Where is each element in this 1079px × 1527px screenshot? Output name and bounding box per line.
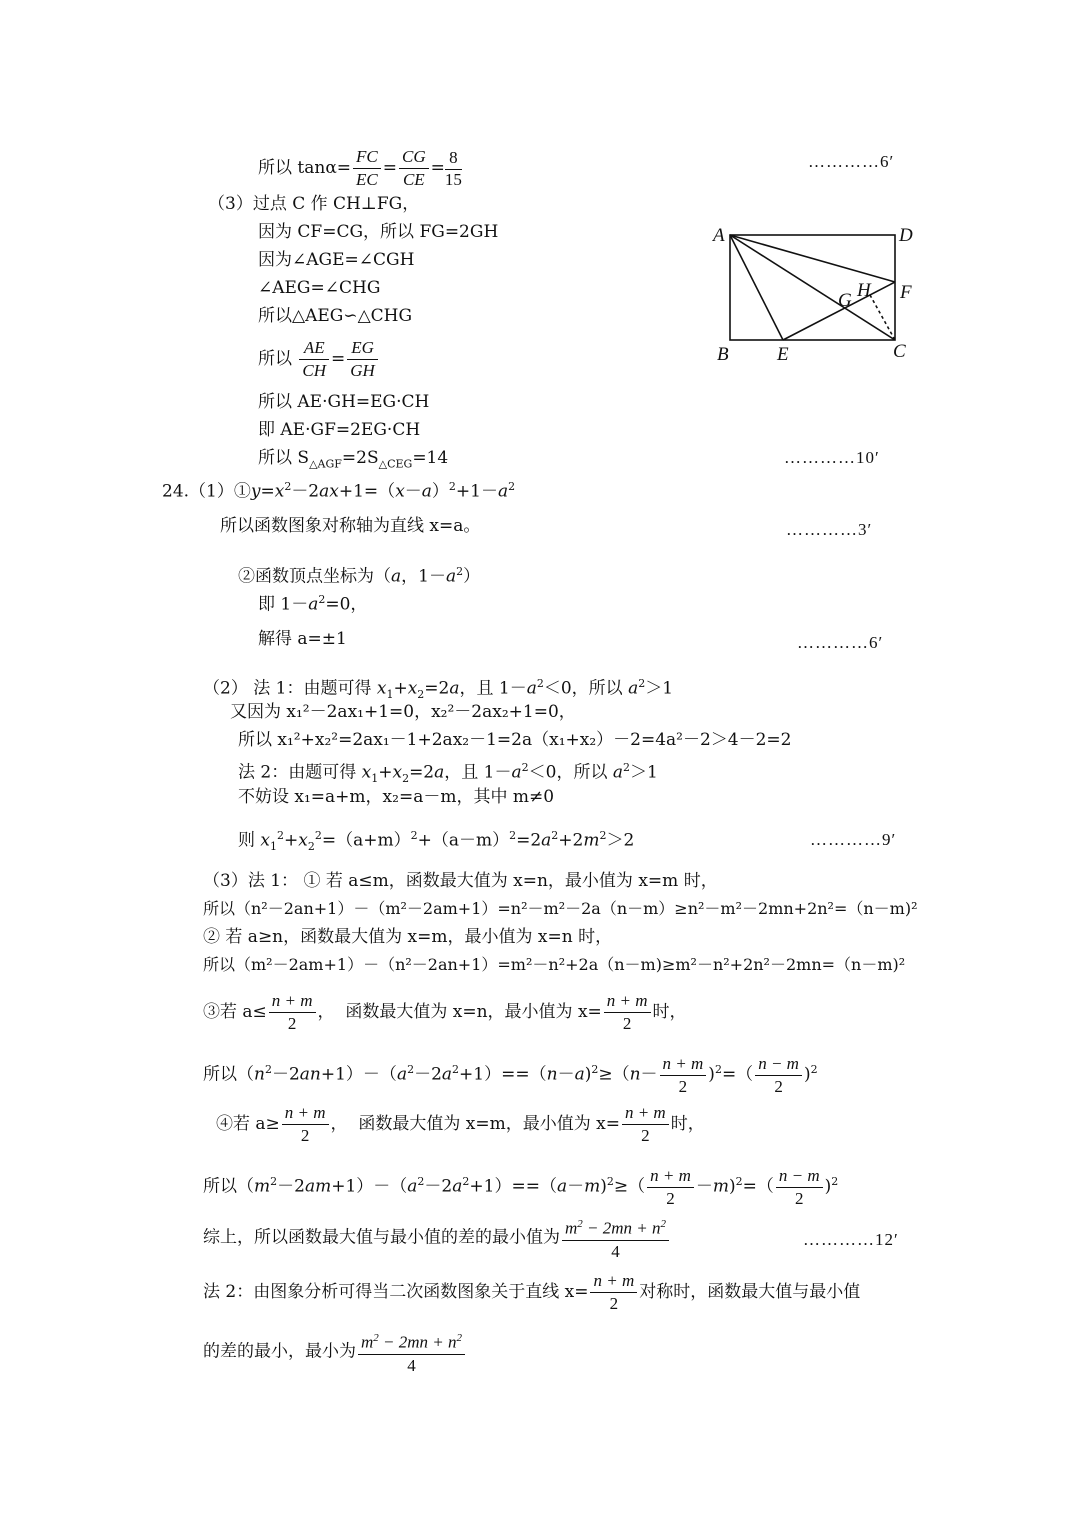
fraction: $\frac{n + m}{2}$ — [269, 991, 316, 1034]
text-line: ④若 a≥ $\frac{n + m}{2}$ ， 函数最大值为 x=m，最小值为 x= $\frac{n + m}{2}$ 时， — [216, 1103, 705, 1145]
line-text: 所以 tanα= — [258, 158, 352, 178]
score-mark: …………3′ — [786, 520, 873, 539]
text-line: 因为∠AGE=∠CGH — [258, 250, 415, 270]
text-line: 所以 tanα= $\frac{FC}{EC}$ = $\frac{CG}{CE}$ = $\frac{8}{15}$ — [258, 147, 462, 189]
text-line: （3）过点 C 作 CH⊥FG， — [208, 194, 420, 214]
text-line: 所以$(m^2-2am+1)-(a^2-2a^2+1)==(a-m)^2\ge$（ $\frac{n + m}{2}$ －m)$^2$=（ $\frac{n - m}{2}$ )$^2$ — [203, 1165, 839, 1208]
label-a: A — [713, 225, 725, 246]
fraction: $\frac{n + m}{2}$ — [647, 1166, 694, 1209]
score-mark: …………12′ — [803, 1230, 899, 1249]
label-e: E — [777, 344, 789, 365]
text-line: 不妨设 x₁=a+m，x₂=a－m，其中 m≠0 — [238, 787, 555, 807]
text-line: ∠AEG=∠CHG — [258, 278, 381, 298]
segment-ch — [870, 295, 895, 340]
text-line: 则 $x_1^2+x_2^2=(a+m)^2+(a-m)^2=2a^2+2m^2>2$ — [238, 829, 635, 854]
label-h: H — [857, 280, 871, 301]
text-line: 解得 a=±1 — [258, 629, 347, 649]
fraction: $\frac{n - m}{2}$ — [755, 1054, 802, 1097]
fraction: $\frac{n - m}{2}$ — [776, 1166, 823, 1209]
fraction: $\frac{8}{15}$ — [444, 147, 462, 189]
text-line: 所以（m²－2am+1）－（n²－2an+1）=m²－n²+2a（n－m)≥m²－n²+2n²－2mn=（n－m)² — [203, 955, 906, 974]
fraction: $\frac{m^2 - 2mn + n^2}{4}$ — [562, 1214, 669, 1262]
geometry-figure — [705, 220, 920, 370]
text-line: ② 若 a≥n，函数最大值为 x=m，最小值为 x=n 时， — [203, 927, 613, 947]
text-line: 即 AE·GF=2EG·CH — [258, 420, 421, 440]
text-line: 因为 CF=CG，所以 FG=2GH — [258, 222, 499, 242]
fraction: $\frac{n + m}{2}$ — [282, 1103, 329, 1146]
label-b: B — [717, 344, 729, 365]
text-line: 所以函数图象对称轴为直线 x=a。 — [220, 516, 481, 536]
score-mark: …………6′ — [808, 152, 895, 171]
line-text: 所以 — [258, 349, 292, 369]
segment-ae — [730, 235, 783, 340]
fraction: $\frac{n + m}{2}$ — [604, 991, 651, 1034]
text-line: 法 2：由图象分析可得当二次函数图象关于直线 x= $\frac{n + m}{2}$ 对称时，函数最大值与最小值 — [203, 1271, 861, 1313]
text-line: 所以 $\frac{AE}{CH}$ = $\frac{EG}{GH}$ — [258, 338, 380, 381]
label-c: C — [893, 341, 906, 362]
text-line: 所以（n²－2an+1）－（m²－2am+1）=n²－m²－2a（n－m）≥n²－m²－2mn+2n²=（n－m)² — [203, 899, 918, 918]
fraction: $\frac{n + m}{2}$ — [590, 1271, 637, 1314]
fraction: $\frac{AE}{CH}$ — [299, 338, 329, 381]
text-line: （3）法 1： ① 若 a≤m，函数最大值为 x=n，最小值为 x=m 时， — [203, 871, 718, 891]
text-line: 所以 AE·GH=EG·CH — [258, 392, 430, 412]
fraction: $\frac{EG}{GH}$ — [347, 338, 378, 381]
text-line: $24.(1)①y=x^2-2ax+1=(x-a)^2+1-a^2$ — [162, 480, 516, 502]
text-line: 综上，所以函数最大值与最小值的差的最小值为 $\frac{m^2 - 2mn + n^2}{4}$ — [203, 1214, 671, 1262]
text-line: 所以△AEG∽△CHG — [258, 306, 413, 326]
score-mark: …………6′ — [797, 633, 884, 652]
score-mark: …………9′ — [810, 830, 897, 849]
text-line: 法 2：由题可得 $x_1+x_2=2a$，且 $1-a^2<0$，所以 $a^2>1$ — [238, 761, 658, 786]
text-line: 所以 x₁²+x₂²=2ax₁－1+2ax₂－1=2a（x₁+x₂）－2=4a²－2＞4－2=2 — [238, 730, 792, 750]
label-f: F — [900, 282, 912, 303]
fraction: $\frac{CG}{CE}$ — [399, 147, 429, 190]
text-line: 又因为 x₁²－2ax₁+1=0，x₂²－2ax₂+1=0， — [230, 702, 576, 722]
text-line: 即 $1-a^2=0$， — [258, 593, 368, 615]
text-line: 所以$(n^2-2an+1)-(a^2-2a^2+1)==(n-a)^2\ge(n-$ $\frac{n + m}{2}$ )$^2$=（ $\frac{n - m}{2}$ )$^2$ — [203, 1053, 818, 1096]
fraction: $\frac{m^2 - 2mn + n^2}{4}$ — [358, 1328, 465, 1376]
fraction: $\frac{FC}{EC}$ — [353, 147, 381, 190]
fraction: $\frac{n + m}{2}$ — [660, 1054, 707, 1097]
text-line: 的差的最小，最小为 $\frac{m^2 - 2mn + n^2}{4}$ — [203, 1328, 467, 1376]
segment-af — [730, 235, 895, 282]
score-mark: …………10′ — [784, 448, 880, 467]
text-line: ②函数顶点坐标为（a，$1-a^2$） — [238, 565, 481, 587]
fraction: $\frac{n + m}{2}$ — [622, 1103, 669, 1146]
label-d: D — [899, 225, 913, 246]
text-line: （2） 法 1：由题可得 $x_1+x_2=2a$，且 $1-a^2<0$，所以 $a^2>1$ — [203, 677, 674, 702]
text-line: 所以 $S_{\triangle AGF}=2S_{\triangle CEG}=14$ — [258, 448, 449, 471]
label-g: G — [838, 290, 852, 311]
text-line: ③若 a≤ $\frac{n + m}{2}$ ， 函数最大值为 x=n，最小值为 x= $\frac{n + m}{2}$ 时， — [203, 991, 687, 1033]
